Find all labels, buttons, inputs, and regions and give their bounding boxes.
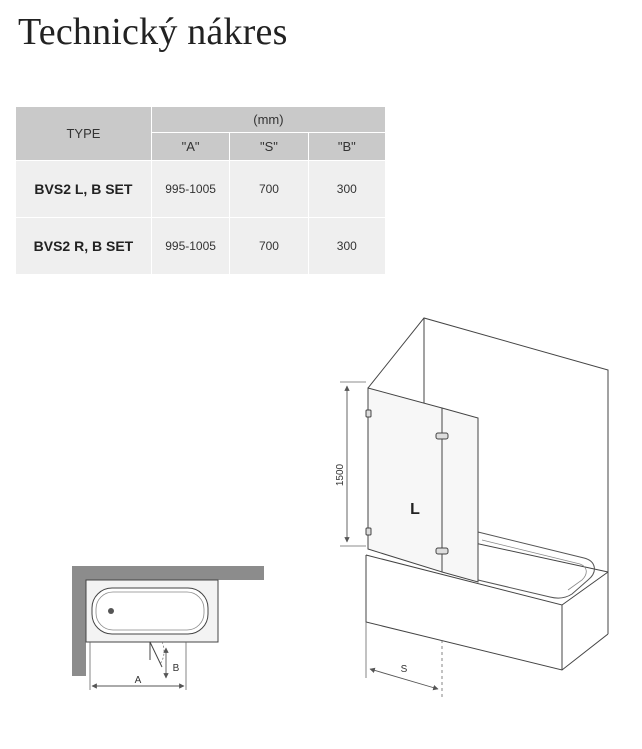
row-s: 700 — [230, 218, 308, 275]
row-s: 700 — [230, 161, 308, 218]
row-type: BVS2 L, B SET — [16, 161, 152, 218]
col-b-header: "B" — [308, 133, 385, 161]
perspective-view — [340, 318, 608, 698]
bathtub-front — [366, 555, 608, 670]
row-a: 995-1005 — [151, 161, 229, 218]
plan-label-a: A — [134, 675, 142, 686]
page-title: Technický nákres — [18, 11, 288, 53]
panel-label: L — [410, 501, 420, 518]
plan-label-b: B — [172, 663, 180, 674]
row-type: BVS2 R, B SET — [16, 218, 152, 275]
col-a-header: "A" — [151, 133, 229, 161]
height-label: 1500 — [335, 463, 346, 487]
glass-panel-fixed — [368, 388, 442, 572]
plan-drain — [108, 608, 114, 614]
type-header: TYPE — [16, 107, 152, 161]
row-b: 300 — [308, 161, 385, 218]
col-s-header: "S" — [230, 133, 308, 161]
plan-view — [72, 566, 264, 690]
width-label: S — [400, 664, 408, 675]
row-b: 300 — [308, 218, 385, 275]
row-a: 995-1005 — [151, 218, 229, 275]
unit-header: (mm) — [151, 107, 385, 133]
